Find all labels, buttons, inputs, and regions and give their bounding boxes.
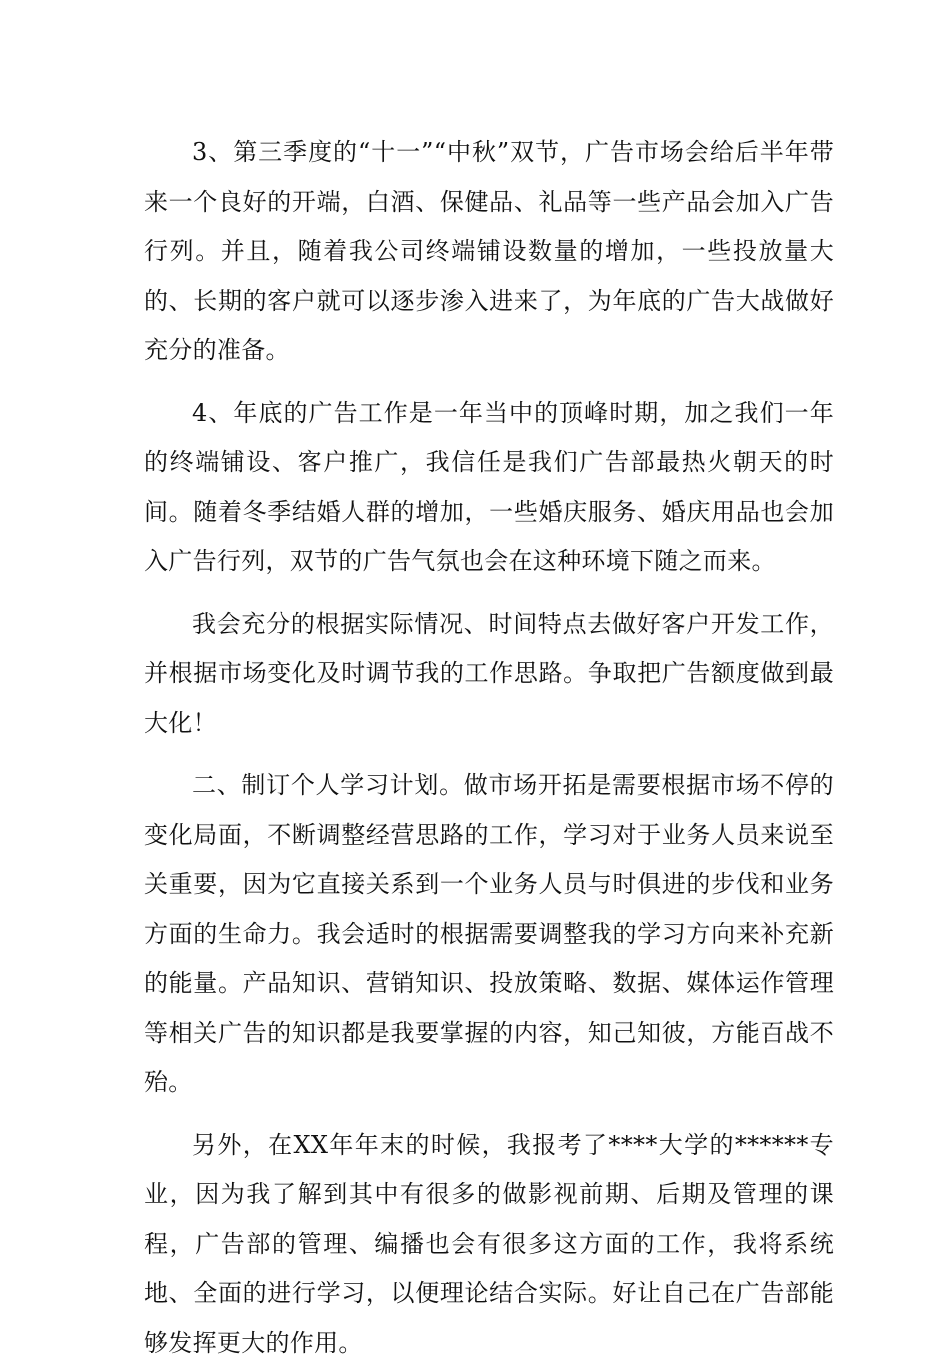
paragraph-client-development: 我会充分的根据实际情况、时间特点去做好客户开发工作，并根据市场变化及时调节我的工作思路。争取把广告额度做到最大化！ xyxy=(144,600,834,749)
document-body xyxy=(144,128,834,1368)
paragraph-university-study: 另外，在XX年年末的时候，我报考了****大学的******专业，因为我了解到其中有很多的做影视前期、后期及管理的课程，广告部的管理、编播也会有很多这方面的工作，我将系统地、全面的进行学习，以便理论结合实际。好让自己在广告部能够发挥更大的作用。 xyxy=(144,1121,834,1368)
paragraph-q3-holidays: 3、第三季度的“十一”“中秋”双节，广告市场会给后半年带来一个良好的开端，白酒、保健品、礼品等一些产品会加入广告行列。并且，随着我公司终端铺设数量的增加，一些投放量大的、长期的客户就可以逐步渗入进来了，为年底的广告大战做好充分的准备。 xyxy=(144,128,834,376)
paragraph-learning-plan: 二、制订个人学习计划。做市场开拓是需要根据市场不停的变化局面，不断调整经营思路的工作，学习对于业务人员来说至关重要，因为它直接关系到一个业务人员与时俱进的步伐和业务方面的生命力。我会适时的根据需要调整我的学习方向来补充新的能量。产品知识、营销知识、投放策略、数据、媒体运作管理等相关广告的知识都是我要掌握的内容，知己知彼，方能百战不殆。 xyxy=(144,761,834,1108)
paragraph-year-end-peak: 4、年底的广告工作是一年当中的顶峰时期，加之我们一年的终端铺设、客户推广，我信任是我们广告部最热火朝天的时间。随着冬季结婚人群的增加，一些婚庆服务、婚庆用品也会加入广告行列，双节的广告气氛也会在这种环境下随之而来。 xyxy=(144,389,834,587)
